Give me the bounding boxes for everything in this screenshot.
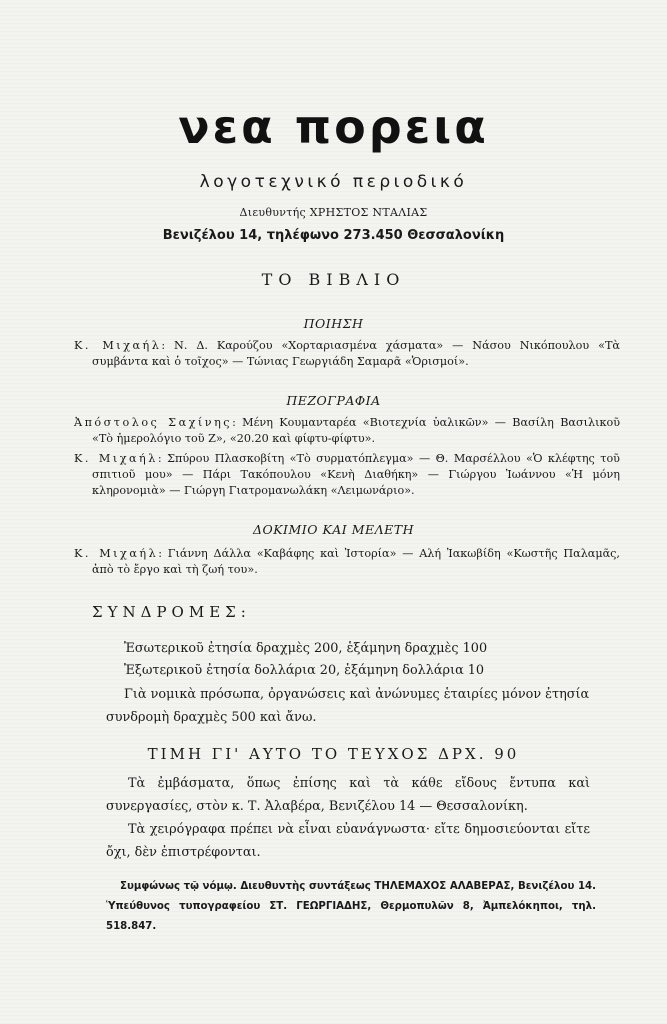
subscription-legal-entities: Γιὰ νομικὰ πρόσωπα, ὀργανώσεις καὶ ἀνώνυμες ἑταιρίες μόνον ἐτησία συνδρομὴ δραχμὲς 500 καὶ ἄνω. — [106, 687, 590, 725]
prose-reviewer-2: Κ. Μιχαήλ — [74, 452, 158, 465]
director-line: Διευθυντής ΧΡΗΣΤΟΣ ΝΤΑΛΙΑΣ — [239, 206, 428, 219]
poetry-review-text: : Ν. Δ. Καρούζου «Χορταριασμένα χάσματα» — Νάσου Νικόπουλου «Τὰ συμβάντα καὶ ὁ τοῖχος» — Τώνιας Γεωργιάδη Σαμαρᾶ «Ὁρισμοί». — [92, 339, 620, 368]
magazine-title: νεα πορεια — [178, 100, 489, 154]
address-line: Βενιζέλου 14, τηλέφωνο 273.450 Θεσσαλονίκη — [162, 228, 505, 243]
issue-price: ΤΙΜΗ ΓΙ' ΑΥΤΟ ΤΟ ΤΕΥΧΟΣ ΔΡΧ. 90 — [147, 745, 520, 763]
poetry-review-paragraph — [74, 338, 620, 370]
essay-review-text: : Γιάννη Δάλλα «Καβάφης καὶ Ἱστορία» — Αλή Ἰακωβίδη «Κωστῆς Παλαμᾶς, ἀπὸ τὸ ἔργο καὶ τὴ ζωή του». — [92, 547, 620, 576]
prose-heading: ΠΕΖΟΓΡΑΦΙΑ — [286, 393, 381, 408]
poetry-heading: ΠΟΙΗΣΗ — [303, 316, 364, 331]
essay-review-paragraph — [74, 546, 620, 578]
subscription-domestic: Ἐσωτερικοῦ ἐτησία δραχμὲς 200, ἑξάμηνη δραχμὲς 100 — [124, 641, 488, 656]
prose-review-text-1: : Μένη Κουμανταρέα «Βιοτεχνία ὑαλικῶν» — Βασίλη Βασιλικοῦ «Τὸ ἡμερολόγιο τοῦ Ζ», «20.20 καὶ φίφτυ-φίφτυ». — [92, 416, 621, 445]
book-section-heading: ΤΟ ΒΙΒΛΙΟ — [261, 270, 406, 289]
prose-reviewer-1: Ἀπόστολος Σαχίνης — [74, 416, 233, 429]
essay-reviewer: Κ. Μιχαήλ — [74, 547, 159, 560]
subscription-foreign: Ἐξωτερικοῦ ἐτησία δολλάρια 20, ἑξάμηνη δολλάρια 10 — [124, 663, 485, 678]
prose-review-paragraph-2 — [74, 451, 620, 499]
poetry-reviewer: Κ. Μιχαήλ — [74, 339, 162, 352]
magazine-subtitle: λογοτεχνικό περιοδικό — [199, 172, 468, 192]
legal-footer: Συμφώνως τῷ νόμῳ. Διευθυντὴς συντάξεως ΤΗΛΕΜΑΧΟΣ ΑΛΑΒΕΡΑΣ, Βενιζέλου 14. Ὑπεύθυνος τυπογραφείου ΣΤ. ΓΕΩΡΓΙΑΔΗΣ, Θερμοπυλῶν 8, Ἀμπελόκηποι, τηλ. 518.847. — [106, 881, 596, 932]
prose-review-text-2: : Σπύρου Πλασκοβίτη «Τὸ συρματόπλεγμα» — Θ. Μαρσέλλου «Ὁ κλέφτης τοῦ σπιτιοῦ μου» — Πάρι Τακόπουλου «Κενὴ Διαθήκη» — Γιώργου Ἰωάννου «Ἡ μόνη κληρονομιὰ» — Γιώργη Γιατρομανωλάκη «Λειμωνάριο». — [92, 452, 620, 497]
prose-review-paragraph-1 — [74, 415, 620, 447]
manuscripts-notice: Τὰ χειρόγραφα πρέπει νὰ εἶναι εὐανάγνωστα· εἴτε δημοσιεύονται εἴτε ὄχι, δὲν ἐπιστρέφονται. — [106, 822, 590, 860]
essay-heading: ΔΟΚΙΜΙΟ ΚΑΙ ΜΕΛΕΤΗ — [252, 522, 415, 537]
subscriptions-heading: ΣΥΝΔΡΟΜΕΣ: — [92, 603, 251, 621]
remittances-notice: Τὰ ἐμβάσματα, ὅπως ἐπίσης καὶ τὰ κάθε εἴδους ἔντυπα καὶ συνεργασίες, στὸν κ. Τ. Ἀλαβέρα, Βενιζέλου 14 — Θεσσαλονίκη. — [106, 776, 590, 814]
